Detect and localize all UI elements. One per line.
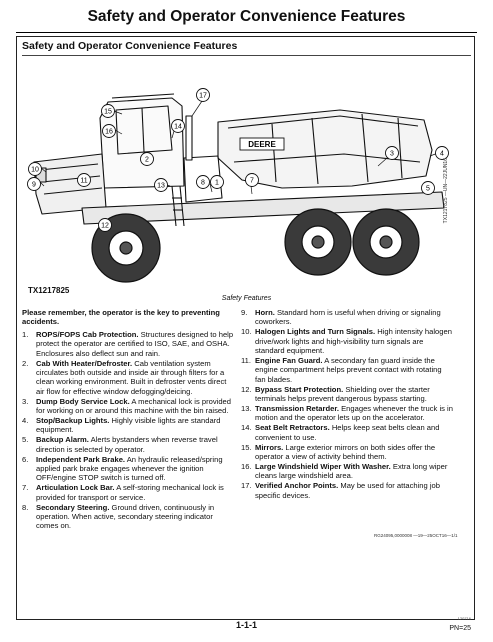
svg-text:16: 16 (105, 128, 113, 136)
svg-text:4: 4 (440, 150, 444, 158)
callout-14 (172, 120, 185, 133)
item-text: A secondary fan guard inside the engine compartment helps prevent contact with rotating fan blades. (255, 356, 442, 384)
list-item (22, 503, 234, 531)
list-item (22, 483, 234, 502)
callout-5 (422, 182, 435, 195)
item-term: Bypass Start Protection. (255, 384, 344, 394)
figure-caption: Safety Features (221, 295, 272, 302)
item-number: 14. (241, 423, 252, 433)
list-item (22, 435, 234, 454)
callout-1 (211, 176, 224, 189)
footer-pn: PN=25 (449, 625, 471, 632)
figure-id: TX1217825 (28, 286, 70, 295)
list-item (241, 385, 453, 404)
item-number: 6. (22, 454, 29, 464)
callout-9 (28, 178, 41, 191)
item-number: 3. (22, 396, 29, 406)
item-text: Extra long wiper cleans large windshield area. (255, 462, 448, 481)
item-term: Mirrors. (255, 442, 284, 452)
callout-3 (386, 147, 399, 160)
item-number: 1. (22, 329, 29, 339)
list-item (241, 327, 453, 355)
callout-15 (102, 105, 115, 118)
item-text: High intensity halogen drive/work lights and high-visibility turn signals are standard equipment. (255, 327, 452, 356)
svg-text:3: 3 (390, 150, 394, 158)
item-term: Transmission Retarder. (255, 404, 339, 414)
item-number: 10. (241, 327, 252, 337)
item-number: 17. (241, 481, 252, 491)
item-term: Verified Anchor Points. (255, 481, 339, 491)
callout-16 (103, 125, 116, 138)
item-text: Large exterior mirrors on both sides offer the operator a view of activity behind them. (255, 442, 436, 462)
item-number: 11. (241, 356, 251, 366)
list-item (22, 455, 234, 483)
svg-text:12: 12 (101, 222, 109, 230)
item-text: A mechanical lock is provided for working on or around this machine with the bin raised. (36, 396, 231, 416)
svg-text:8: 8 (201, 179, 205, 187)
callout-7 (246, 174, 259, 187)
item-text: Highly visible lights are standard equipment. (36, 415, 221, 435)
item-number: 4. (22, 415, 29, 425)
item-term: Engine Fan Guard. (255, 356, 323, 366)
svg-text:2: 2 (145, 156, 149, 164)
footer-date-code: 120716 (457, 616, 471, 621)
title-rule (16, 32, 477, 33)
item-term: Dump Body Service Lock. (36, 396, 130, 406)
item-number: 5. (22, 435, 29, 445)
item-term: Backup Alarm. (36, 435, 89, 445)
item-number: 13. (241, 404, 252, 414)
svg-text:13: 13 (157, 182, 165, 190)
item-number: 12. (241, 384, 252, 394)
list-item (22, 359, 234, 397)
item-text: Ground driven, continuously in operation. When active, secondary steering indicator comes on. (36, 502, 215, 531)
item-term: ROPS/FOPS Cab Protection. (36, 329, 139, 339)
item-number: 7. (22, 483, 29, 493)
list-item (22, 397, 234, 416)
callout-10 (29, 163, 42, 176)
callout-11 (78, 174, 91, 187)
item-text: A self-storing mechanical lock is provided for transport or service. (36, 483, 224, 502)
item-number: 15. (241, 442, 252, 452)
figure-side-code: TX1217825 —UN—22JUN16 (443, 158, 449, 224)
item-text: Alerts bystanders when reverse travel direction is selected by operator. (36, 435, 218, 454)
list-item (241, 443, 453, 462)
item-term: Independent Park Brake. (36, 454, 126, 464)
item-text: Standard horn is useful when driving or signaling coworkers. (255, 308, 441, 327)
svg-text:14: 14 (174, 123, 182, 131)
item-text: Engages whenever the truck is in motion and the operator lets up on the accelerator. (255, 404, 453, 423)
feature-list-left (22, 330, 234, 531)
intro-text: Please remember, the operator is the key to preventing accidents. (22, 308, 220, 327)
feature-list-right (241, 308, 453, 500)
item-text: Shielding over the starter terminals helps prevent dangerous bypass starting. (255, 384, 430, 404)
item-number: 9. (241, 308, 248, 317)
item-text: Cab ventilation system circulates both outside and inside air through filters for a clean working environment. Built in defroster vents direct air flow for effective window defogging/deicing. (36, 358, 227, 396)
list-item (22, 416, 234, 435)
svg-text:1: 1 (215, 179, 219, 187)
item-text: Structures designed to help protect the operator are certified to ISO, SAE, and OSHA. Enclosures also deflect sun and rain. (36, 329, 234, 358)
item-term: Horn. (255, 308, 275, 317)
svg-text:10: 10 (31, 166, 39, 174)
item-number: 8. (22, 502, 29, 512)
callout-17 (197, 89, 210, 102)
list-item (241, 423, 453, 442)
left-column (22, 308, 234, 531)
item-text: May be used for attaching job specific devices. (255, 481, 440, 500)
svg-text:15: 15 (104, 108, 112, 116)
item-term: Cab With Heater/Defroster. (36, 358, 133, 368)
list-item (241, 481, 453, 500)
callout-12 (99, 219, 112, 232)
list-item (241, 308, 453, 327)
list-item (241, 462, 453, 481)
truck-illustration (22, 58, 471, 290)
svg-text:17: 17 (199, 92, 207, 100)
section-rule (22, 55, 471, 56)
item-term: Halogen Lights and Turn Signals. (255, 327, 376, 337)
callout-2 (141, 153, 154, 166)
svg-text:7: 7 (250, 177, 254, 185)
item-text: Helps keep seat belts clean and convenient to use. (255, 423, 440, 442)
middle-wheel (285, 209, 351, 275)
list-item (241, 356, 453, 384)
callout-13 (155, 179, 168, 192)
footer-page-number: 1-1-1 (235, 620, 257, 630)
list-item (22, 330, 234, 358)
item-term: Secondary Steering. (36, 502, 110, 512)
list-item (241, 404, 453, 423)
rear-wheel (353, 209, 419, 275)
reference-code: RG24095,0000008 —19—25OCT16—1/1 (374, 533, 458, 538)
page-title: Safety and Operator Convenience Features (87, 8, 406, 25)
section-title: Safety and Operator Convenience Features (22, 40, 238, 52)
brand-label: DEERE (248, 140, 276, 149)
item-term: Articulation Lock Bar. (36, 483, 115, 493)
svg-text:9: 9 (32, 181, 36, 189)
svg-text:11: 11 (80, 177, 88, 185)
item-number: 16. (241, 462, 252, 471)
right-column (241, 308, 453, 501)
callout-8 (197, 176, 210, 189)
item-term: Seat Belt Retractors. (255, 423, 330, 433)
item-number: 2. (22, 358, 29, 368)
item-term: Stop/Backup Lights. (36, 415, 110, 425)
item-text: An hydraulic released/spring applied park brake engages whenever the ignition OFF/engine STOP switch is turned off. (36, 454, 223, 483)
item-term: Large Windshield Wiper With Washer. (255, 462, 391, 471)
svg-text:5: 5 (426, 185, 430, 193)
